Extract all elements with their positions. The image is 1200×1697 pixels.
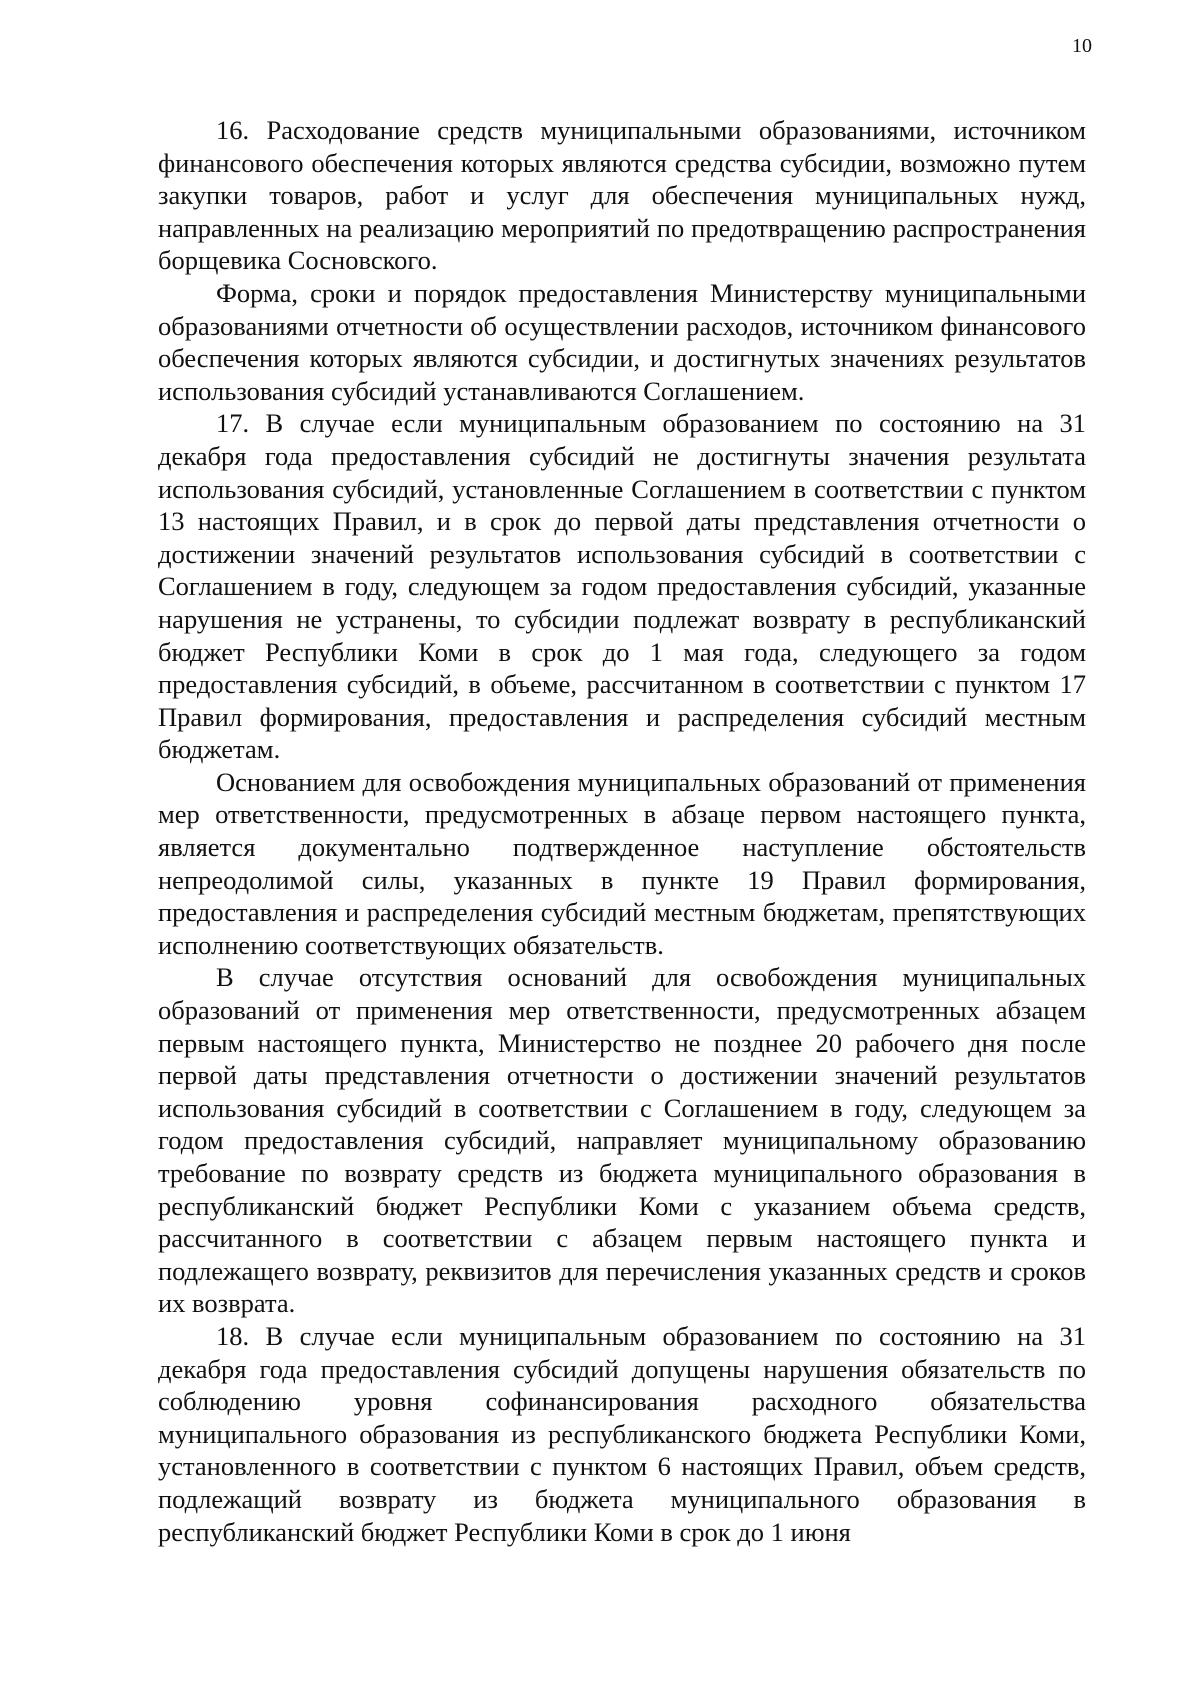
paragraph-17-refund: 17. В случае если муниципальным образованием по состоянию на 31 декабря года предоставления субсидий не достигнуты значения результата использования субсидий, установленные Соглашением в соответствии с пунктом 13 настоящих Правил, и в срок до первой даты представления отчетности о достижении значений результатов использования субсидий в соответствии с Соглашением в году, следующем за годом предоставления субсидий, указанные нарушения не устранены, то субсидии подлежат возврату в республиканский бюджет Республики Коми в срок до 1 мая года, следующего за годом предоставления субсидий, в объеме, рассчитанном в соответствии с пунктом 17 Правил формирования, предоставления и распределения субсидий местным бюджетам. — [158, 408, 1086, 765]
paragraph-refund-demand: В случае отсутствия оснований для освобождения муниципальных образований от применения мер ответственности, предусмотренных абзацем первым настоящего пункта, Министерство не позднее 20 рабочего дня после первой даты представления отчетности о достижении значений результатов использования субсидий в соответствии с Соглашением в году, следующем за годом предоставления субсидий, направляет муниципальному образованию требование по возврату средств из бюджета муниципального образования в республиканский бюджет Республики Коми с указанием объема средств, рассчитанного в соответствии с абзацем первым настоящего пункта и подлежащего возврату, реквизитов для перечисления указанных средств и сроков их возврата. — [158, 962, 1086, 1319]
paragraph-reporting-form: Форма, сроки и порядок предоставления Министерству муниципальными образованиями отчетности об осуществлении расходов, источником финансового обеспечения которых являются субсидии, и достигнутых значениях результатов использования субсидий устанавливаются Соглашением. — [158, 277, 1086, 406]
page-number: 10 — [1072, 35, 1092, 57]
paragraph-16-spending: 16. Расходование средств муниципальными образованиями, источником финансового обеспечения которых являются средства субсидии, возможно путем закупки товаров, работ и услуг для обеспечения муниципальных нужд, направленных на реализацию мероприятий по предотвращению распространения борщевика Сосновского. — [158, 115, 1086, 276]
paragraph-18-cofinancing: 18. В случае если муниципальным образованием по состоянию на 31 декабря года предоставления субсидий допущены нарушения обязательств по соблюдению уровня софинансирования расходного обязательства муниципального образования из республиканского бюджета Республики Коми, установленного в соответствии с пунктом 6 настоящих Правил, объем средств, подлежащий возврату из бюджета муниципального образования в республиканский бюджет Республики Коми в срок до 1 июня — [158, 1320, 1086, 1547]
paragraph-force-majeure: Основанием для освобождения муниципальных образований от применения мер ответственности, предусмотренных в абзаце первом настоящего пункта, является документально подтвержденное наступление обстоятельств непреодолимой силы, указанных в пункте 19 Правил формирования, предоставления и распределения субсидий местным бюджетам, препятствующих исполнению соответствующих обязательств. — [158, 766, 1086, 960]
document-body — [158, 114, 1086, 1548]
